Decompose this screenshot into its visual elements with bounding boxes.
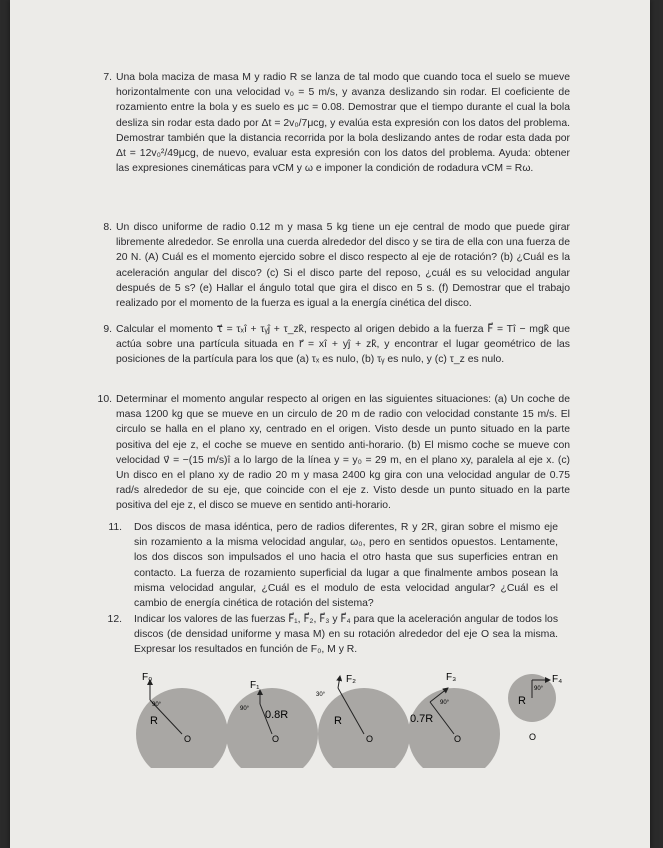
angle-label: 90°	[440, 700, 450, 706]
axis-label: O	[184, 734, 192, 744]
angle-label: 90°	[240, 706, 250, 712]
problem-number: 7.	[103, 72, 112, 83]
disc-figures	[10, 668, 650, 768]
disc-body	[318, 688, 410, 768]
force-label: F₄	[552, 674, 563, 685]
angle-label: 30°	[316, 692, 326, 698]
radius-label: 0.8R	[265, 709, 289, 721]
disc-3	[316, 674, 410, 768]
disc-1	[136, 672, 228, 768]
disc-diagram	[10, 668, 650, 768]
problem-text: Calcular el momento τ⃗ = τₓî + τᵧĵ + τ_zk̂, respecto al origen debido a la fuerza F⃗ = Tî − mgk̂ que actúa sobre una partícula situada en r⃗ = xî + yĵ + zk̂, y encontrar el lugar geométrico de las posiciones de la partícula para los que (a) τₓ es nulo, (b) τᵧ es nulo, y (c) τ_z es nulo.	[116, 324, 570, 366]
disc-2	[226, 680, 318, 768]
problem-text: Dos discos de masa idéntica, pero de radios diferentes, R y 2R, giran sobre el mismo eje sin rozamiento a la misma velocidad angular, ω₀, pero en sentidos opuestos. Lentamente, los dos discos son impulsados el uno hacia el otro hasta que sus superficies entran en contacto. La fuerza de rozamiento superficial da lugar a que finalmente ambos posean la misma velocidad angular, ¿Cuál es el modulo de esta velocidad angular? ¿Cuál es el cambio de energía cinética de rotación del sistema?	[134, 522, 558, 610]
radius-label: R	[150, 715, 158, 727]
axis-label: O	[529, 732, 537, 742]
problem-number: 10.	[97, 394, 112, 405]
worksheet-page	[10, 0, 650, 848]
radius-label: 0.7R	[410, 713, 434, 725]
problem-number: 8.	[103, 222, 112, 233]
angle-label: 90°	[534, 686, 544, 692]
problem-number: 12.	[107, 614, 122, 625]
angle-label: 90°	[152, 702, 162, 708]
problem-text: Un disco uniforme de radio 0.12 m y masa 5 kg tiene un eje central de modo que puede girar libremente alrededor. Se enrolla una cuerda alrededor del disco y se tira de ella con una fuerza de 20 N. (A) Cuál es el momento ejercido sobre el disco respecto al eje de rotación? (b) ¿Cuál es la aceleración angular del disco? (c) Si el disco parte del reposo, ¿cuál es su velocidad angular después de 5 s? (e) Hallar el ángulo total que gira el disco en 5 s. (f) Demostrar que el trabajo realizado por el momento de la fuerza es igual a la energía cinética del disco.	[116, 222, 570, 310]
radius-label: R	[518, 695, 526, 707]
axis-label: O	[454, 734, 462, 744]
force-arrow	[338, 676, 340, 688]
force-label: F₁	[250, 680, 260, 691]
axis-label: O	[272, 734, 280, 744]
problem-number: 11.	[108, 522, 122, 533]
radius-label: R	[334, 715, 342, 727]
problem-number: 9.	[103, 324, 112, 335]
problem-text: Una bola maciza de masa M y radio R se lanza de tal modo que cuando toca el suelo se mueve horizontalmente con una velocidad v₀ = 5 m/s, y avanza deslizando sin rodar. El coeficiente de rozamiento entre la bola y es suelo es μc = 0.08. Demostrar que el tiempo durante el cual la bola desliza sin rodar esta dado por Δt = 2v₀/7μcg, y evalúa esta expresión con los datos del problema. Demostrar también que la distancia recorrida por la bola deslizando antes de rodar esta dada por Δt = 12v₀²/49μcg, de nuevo, evaluar esta expresión con los datos del problema. Ayuda: obtener las expresiones cinemáticas para vCM y ω e imponer la condición de rodadura vCM = Rω.	[116, 72, 570, 175]
axis-label: O	[366, 734, 374, 744]
force-label: F₃	[446, 672, 457, 683]
force-label: F₀	[142, 672, 153, 683]
problem-text: Indicar los valores de las fuerzas F⃗₁, F⃗₂, F⃗₃ y F⃗₄ para que la aceleración angular de todos los discos (de densidad uniforme y masa M) en su rotación alrededor del eje O sea la misma. Expresar los resultados en función de F₀, M y R.	[134, 614, 559, 656]
disc-body	[226, 688, 318, 768]
force-label: F₂	[346, 674, 356, 685]
problem-text: Determinar el momento angular respecto al origen en las siguientes situaciones: (a) Un coche de masa 1200 kg que se mueve en un circulo de 20 m de radio con velocidad constante 15 m/s. El circulo se halla en el plano xy, centrado en el origen. Visto desde un punto situado en la parte positiva del eje z, el coche se mueve en sentido anti-horario. (b) El mismo coche se mueve con velocidad v⃗ = −(15 m/s)î a lo largo de la línea y = y₀ = 29 m, en el plano xy, paralela al eje x. (c) Un disco en el plano xy de radio 20 m y masa 2400 kg gira con una velocidad angular de 0.75 rad/s alrededor de su eje, que coincide con el eje z. Visto desde un punto situado en la parte positiva del eje z, el disco se mueve en sentido anti-horario.	[116, 394, 570, 512]
disc-5	[508, 674, 562, 742]
disc-body	[408, 688, 500, 768]
disc-4	[408, 672, 500, 768]
